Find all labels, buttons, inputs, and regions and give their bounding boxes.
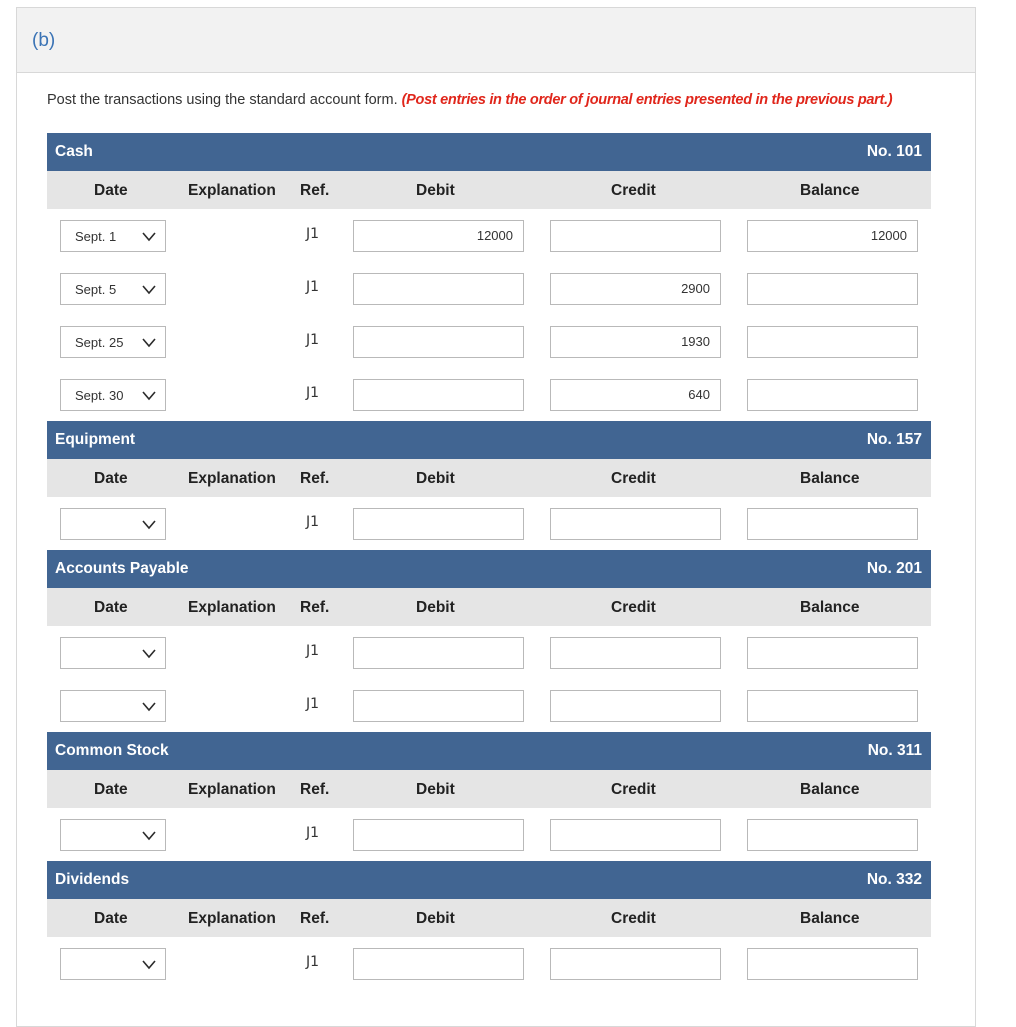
credit-input[interactable]	[550, 220, 721, 252]
ledger-row	[47, 497, 931, 550]
account-name: Dividends	[55, 871, 130, 888]
account-title-bar	[47, 133, 931, 171]
col-explanation: Explanation	[188, 781, 276, 798]
col-credit: Credit	[611, 182, 656, 199]
debit-input[interactable]	[353, 637, 524, 669]
col-ref: Ref.	[300, 182, 330, 199]
col-balance: Balance	[800, 182, 860, 199]
account-number: No. 332	[866, 871, 922, 888]
col-explanation: Explanation	[188, 910, 276, 927]
ledger-row	[47, 262, 931, 315]
balance-input[interactable]	[747, 637, 918, 669]
chevron-down-icon	[142, 700, 156, 712]
col-balance: Balance	[800, 470, 860, 487]
ledger-rows	[47, 808, 931, 861]
chevron-down-icon	[142, 230, 156, 242]
balance-input[interactable]: 12000	[747, 220, 918, 252]
col-date: Date	[94, 182, 128, 199]
col-explanation: Explanation	[188, 470, 276, 487]
col-credit: Credit	[611, 781, 656, 798]
column-header-row	[47, 899, 931, 937]
col-debit: Debit	[416, 599, 455, 616]
col-ref: Ref.	[300, 599, 330, 616]
debit-input[interactable]	[353, 948, 524, 980]
date-select[interactable]	[60, 508, 166, 540]
date-select[interactable]	[60, 637, 166, 669]
balance-input[interactable]	[747, 948, 918, 980]
ledger-rows	[47, 209, 931, 421]
account-number: No. 311	[867, 742, 922, 759]
credit-input[interactable]	[550, 948, 721, 980]
balance-input[interactable]	[747, 379, 918, 411]
credit-input[interactable]	[550, 819, 721, 851]
ref-value: J1	[306, 279, 320, 295]
account-name: Cash	[55, 143, 93, 160]
credit-input[interactable]	[550, 637, 721, 669]
account-number: No. 201	[866, 560, 922, 577]
account-name: Equipment	[55, 431, 136, 448]
instruction-main: Post the transactions using the standard account form.	[47, 92, 402, 108]
column-header-row	[47, 770, 931, 808]
col-balance: Balance	[800, 599, 860, 616]
balance-input[interactable]	[747, 508, 918, 540]
col-date: Date	[94, 781, 128, 798]
date-select-value: Sept. 1	[75, 229, 117, 244]
col-credit: Credit	[611, 910, 656, 927]
col-date: Date	[94, 910, 128, 927]
col-debit: Debit	[416, 182, 455, 199]
ledger-row	[47, 315, 931, 368]
debit-input[interactable]	[353, 690, 524, 722]
date-select-value: Sept. 5	[75, 282, 117, 297]
ledger-account	[47, 550, 931, 732]
instruction-text	[47, 92, 892, 108]
chevron-down-icon	[142, 283, 156, 295]
date-select[interactable]	[60, 220, 166, 252]
ledger-account	[47, 421, 931, 550]
balance-input[interactable]	[747, 690, 918, 722]
column-header-row	[47, 588, 931, 626]
balance-input[interactable]	[747, 819, 918, 851]
date-select[interactable]	[60, 819, 166, 851]
credit-input[interactable]	[550, 508, 721, 540]
balance-input[interactable]	[747, 326, 918, 358]
ref-value: J1	[306, 385, 320, 401]
chevron-down-icon	[142, 518, 156, 530]
chevron-down-icon	[142, 647, 156, 659]
ref-value: J1	[306, 332, 320, 348]
ledger-row	[47, 808, 931, 861]
chevron-down-icon	[142, 958, 156, 970]
ledger-row	[47, 937, 931, 990]
ledger-rows	[47, 626, 931, 732]
account-title-bar	[47, 732, 931, 770]
date-select[interactable]	[60, 948, 166, 980]
debit-input[interactable]	[353, 819, 524, 851]
chevron-down-icon	[142, 829, 156, 841]
panel-header	[17, 8, 975, 73]
ref-value: J1	[306, 825, 320, 841]
debit-input[interactable]	[353, 273, 524, 305]
part-label: (b)	[32, 30, 56, 51]
col-balance: Balance	[800, 910, 860, 927]
column-header-row	[47, 459, 931, 497]
ledger-rows	[47, 497, 931, 550]
date-select[interactable]	[60, 326, 166, 358]
account-number: No. 101	[866, 143, 922, 160]
col-debit: Debit	[416, 470, 455, 487]
ref-value: J1	[306, 954, 320, 970]
col-balance: Balance	[800, 781, 860, 798]
col-ref: Ref.	[300, 910, 330, 927]
ledger-row	[47, 626, 931, 679]
date-select-value: Sept. 30	[75, 388, 124, 403]
account-title-bar	[47, 421, 931, 459]
date-select-value: Sept. 25	[75, 335, 124, 350]
col-debit: Debit	[416, 781, 455, 798]
account-title-bar	[47, 861, 931, 899]
account-name: Common Stock	[55, 742, 169, 759]
debit-input[interactable]	[353, 508, 524, 540]
col-ref: Ref.	[300, 781, 330, 798]
col-credit: Credit	[611, 470, 656, 487]
ledger-row	[47, 679, 931, 732]
ref-value: J1	[306, 696, 320, 712]
col-explanation: Explanation	[188, 599, 276, 616]
column-header-row	[47, 171, 931, 209]
instruction-note: (Post entries in the order of journal entries presented in the previous part.)	[401, 92, 893, 108]
col-debit: Debit	[416, 910, 455, 927]
col-date: Date	[94, 599, 128, 616]
date-select[interactable]	[60, 379, 166, 411]
ref-value: J1	[306, 226, 320, 242]
debit-input[interactable]: 12000	[353, 220, 524, 252]
credit-input[interactable]	[550, 690, 721, 722]
credit-input[interactable]: 1930	[550, 326, 721, 358]
debit-input[interactable]	[353, 379, 524, 411]
balance-input[interactable]	[747, 273, 918, 305]
ref-value: J1	[306, 514, 320, 530]
account-number: No. 157	[866, 431, 922, 448]
credit-input[interactable]: 2900	[550, 273, 721, 305]
date-select[interactable]	[60, 690, 166, 722]
chevron-down-icon	[142, 336, 156, 348]
col-credit: Credit	[611, 599, 656, 616]
ledger-account	[47, 861, 931, 990]
ledger-account	[47, 732, 931, 861]
date-select[interactable]	[60, 273, 166, 305]
col-date: Date	[94, 470, 128, 487]
col-explanation: Explanation	[188, 182, 276, 199]
account-name: Accounts Payable	[55, 560, 189, 577]
ref-value: J1	[306, 643, 320, 659]
chevron-down-icon	[142, 389, 156, 401]
ledger-row	[47, 368, 931, 421]
ledger-row	[47, 209, 931, 262]
ledger-account	[47, 133, 931, 421]
debit-input[interactable]	[353, 326, 524, 358]
ledger-rows	[47, 937, 931, 990]
credit-input[interactable]: 640	[550, 379, 721, 411]
account-title-bar	[47, 550, 931, 588]
col-ref: Ref.	[300, 470, 330, 487]
